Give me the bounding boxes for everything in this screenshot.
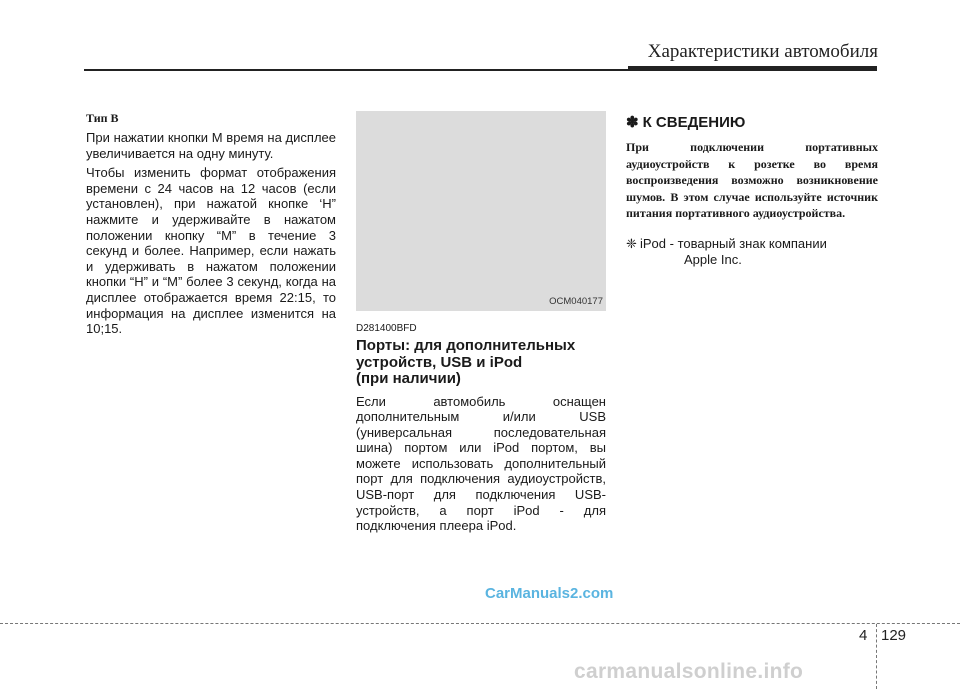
- trademark-owner: Apple Inc.: [684, 251, 742, 267]
- figure-image: [356, 111, 606, 311]
- header-title: Характеристики автомобиля: [647, 41, 878, 62]
- section-title-line: устройств, USB и iPod: [356, 353, 523, 371]
- header-rule-accent: [628, 66, 877, 71]
- page-number: 129: [881, 627, 907, 644]
- column-left: [86, 111, 336, 341]
- trademark-note: [626, 236, 878, 252]
- section-title: [356, 338, 606, 388]
- notice-body: При подключении портативных аудиоустройств к розетке во время воспроизведения возможно возникновение шумов. В этом случае используйте источник питания портативного аудиоустройства.: [626, 140, 878, 221]
- section-title-line: (при наличии): [356, 370, 461, 387]
- paragraph-time-format: Чтобы изменить формат отображения времени с 24 часов на 12 часов (если установлен), при нажатой кнопке ‘H” нажмите и удерживайте в нажатом положении кнопку “M” в течение 3 секунд и более. Например, если нажать и удерживать в нажатом положении кнопки “H” и “M” более 3 секунд, когда на дисплее отображается время 22:15, то информация на дисплее изменится на 10;15.: [86, 165, 336, 337]
- chapter-number: 4: [859, 627, 868, 644]
- paragraph-m-button: При нажатии кнопки M время на дисплее увеличивается на одну минуту.: [86, 130, 336, 161]
- footer-vertical-divider: [876, 624, 877, 689]
- figure-code: OCM040177: [549, 296, 603, 307]
- column-right: [626, 111, 878, 267]
- star-icon: ✽: [626, 114, 639, 131]
- notice-title: [626, 113, 878, 131]
- asterisk-icon: ❈: [626, 235, 637, 251]
- trademark-text: iPod - товарный знак компании: [640, 235, 827, 251]
- column-middle: [356, 111, 606, 538]
- ports-paragraph: Если автомобиль оснащен дополнительным и/или USB (универсальная последовательная шина) портом или iPod портом, вы можете использовать дополнительный порт для подключения аудиоустройств, USB-порт для подключения USB-устройств, а порт iPod - для подключения плеера iPod.: [356, 393, 606, 534]
- notice-title-text: К СВЕДЕНИЮ: [642, 114, 746, 131]
- section-title-line: Порты: для дополнительных: [356, 337, 576, 354]
- site-watermark: CarManuals2.com: [485, 585, 614, 602]
- footer-divider: [0, 623, 960, 624]
- bottom-watermark: carmanualsonline.info: [574, 660, 804, 683]
- section-code: D281400BFD: [356, 323, 417, 334]
- type-b-subheading: Тип B: [86, 111, 119, 125]
